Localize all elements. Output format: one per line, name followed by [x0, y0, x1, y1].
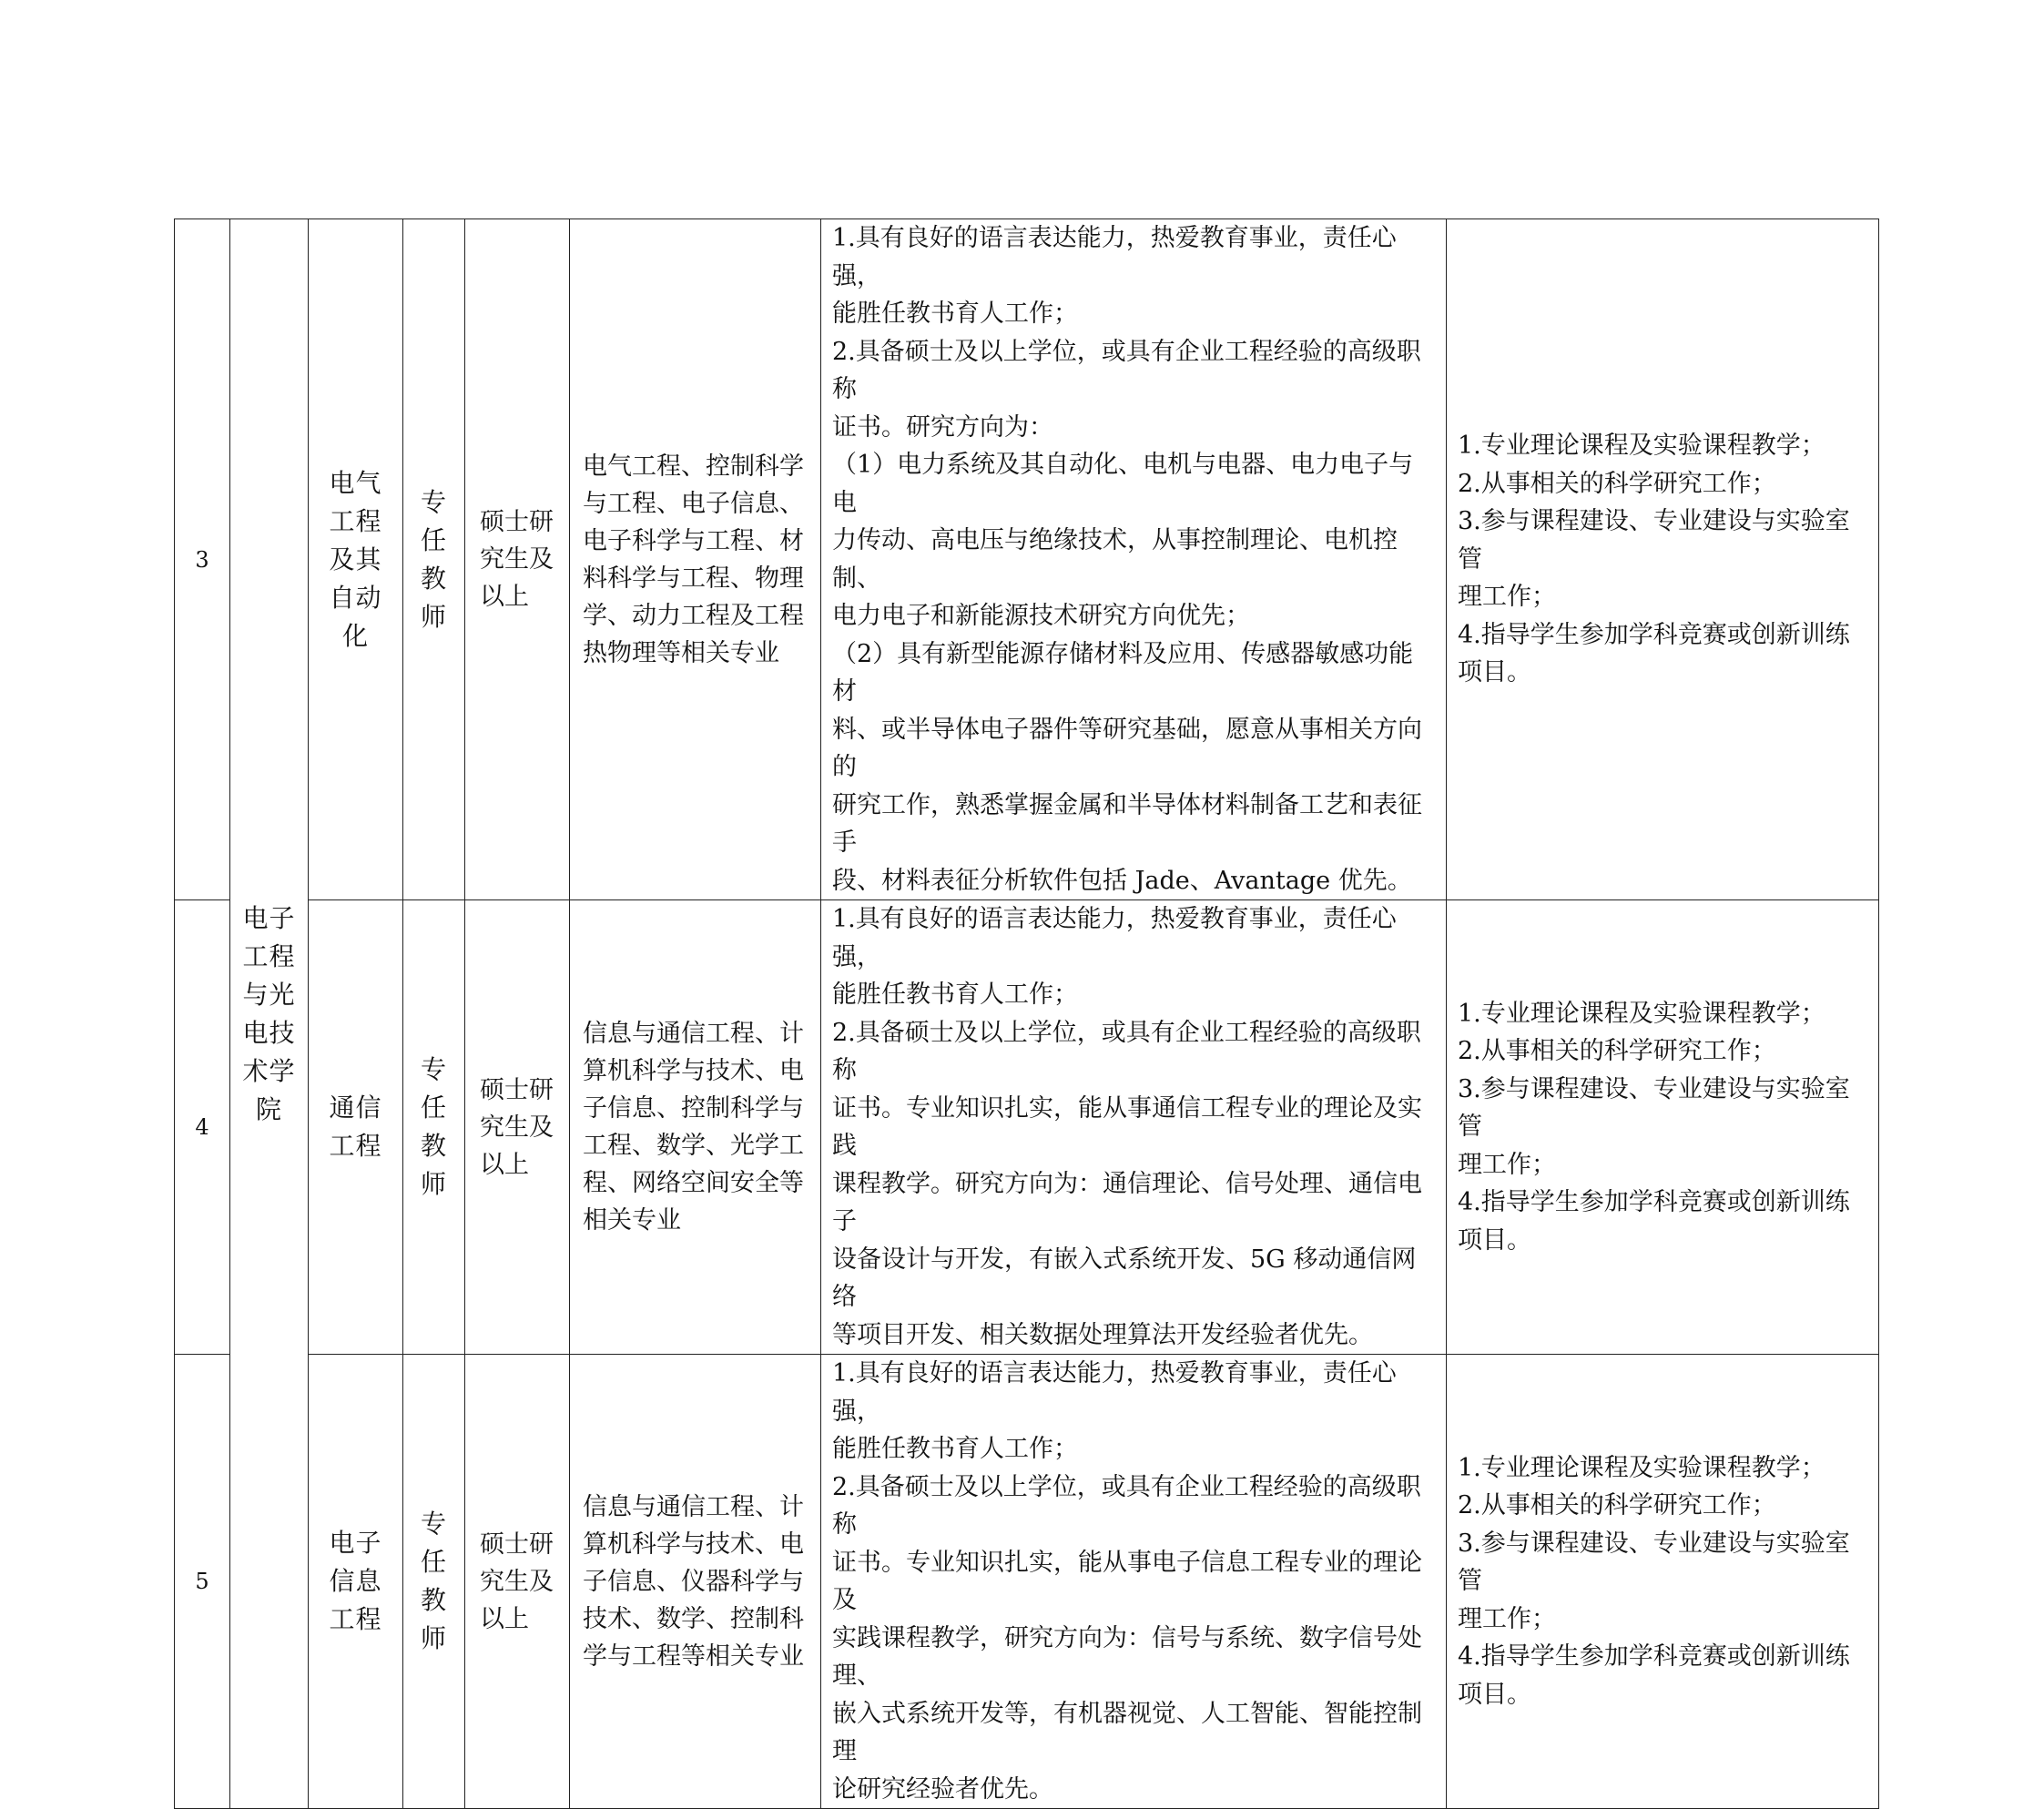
college-cell — [230, 219, 309, 1809]
duty-line: 2.从事相关的科学研究工作； — [1458, 469, 1776, 498]
requirement-line: （2）具有新型能源存储材料及应用、传感器敏感功能材 — [832, 639, 1414, 706]
row-number: 5 — [175, 1355, 230, 1809]
requirement-line: 课程教学。研究方向为：通信理论、信号处理、通信电子 — [832, 1169, 1422, 1235]
requirement-line: 段、材料表征分析软件包括 Jade、Avantage 优先。 — [832, 866, 1412, 895]
position-cell — [403, 1355, 465, 1809]
subjects-cell: 信息与通信工程、计算机科学与技术、电子信息、控制科学与工程、数学、光学工程、网络空间安全等相关专业 — [570, 900, 821, 1355]
requirements-cell — [821, 219, 1447, 900]
duty-line: 4.指导学生参加学科竞赛或创新训练 — [1458, 1188, 1850, 1217]
duty-line: 项目。 — [1458, 658, 1531, 687]
requirement-line: 1.具有良好的语言表达能力，热爱教育事业，责任心强， — [832, 905, 1397, 971]
requirement-line: 1.具有良好的语言表达能力，热爱教育事业，责任心强， — [832, 224, 1397, 290]
requirement-line: （1）电力系统及其自动化、电机与电器、电力电子与电 — [832, 451, 1414, 517]
requirement-line: 电力电子和新能源技术研究方向优先； — [832, 602, 1250, 630]
duty-line: 理工作； — [1458, 1150, 1556, 1179]
duty-line: 4.指导学生参加学科竞赛或创新训练 — [1458, 1642, 1850, 1672]
major-cell — [309, 219, 403, 900]
requirement-line: 实践课程教学，研究方向为：信号与系统、数字信号处理、 — [832, 1623, 1422, 1690]
duty-line: 3.参与课程建设、专业建设与实验室管 — [1458, 1529, 1850, 1596]
requirement-line: 证书。研究方向为： — [832, 412, 1053, 442]
duty-line: 理工作； — [1458, 1604, 1556, 1633]
requirement-line: 1.具有良好的语言表达能力，热爱教育事业，责任心强， — [832, 1359, 1397, 1426]
duty-line: 2.从事相关的科学研究工作； — [1458, 1037, 1776, 1066]
requirement-line: 能胜任教书育人工作； — [832, 300, 1078, 328]
position-name: 专任教师 — [420, 1509, 447, 1653]
major-cell — [309, 1355, 403, 1809]
requirement-line: 设备设计与开发，有嵌入式系统开发、5G 移动通信网络 — [832, 1245, 1417, 1311]
table-row — [175, 219, 1879, 900]
college-name: 电子工程与光电技术学院 — [242, 902, 296, 1124]
requirement-line: 2.具备硕士及以上学位，或具有企业工程经验的高级职称 — [832, 1018, 1421, 1084]
requirements-cell — [821, 1355, 1447, 1809]
duty-line: 3.参与课程建设、专业建设与实验室管 — [1458, 507, 1850, 574]
duties-cell — [1447, 1355, 1879, 1809]
requirement-line: 嵌入式系统开发等，有机器视觉、人工智能、智能控制理 — [832, 1699, 1422, 1765]
table-row — [175, 1355, 1879, 1809]
requirement-line: 能胜任教书育人工作； — [832, 981, 1078, 1009]
duty-line: 1.专业理论课程及实验课程教学； — [1458, 432, 1825, 461]
requirement-line: 力传动、高电压与绝缘技术，从事控制理论、电机控制、 — [832, 526, 1398, 593]
degree-cell: 硕士研究生及以上 — [465, 1355, 570, 1809]
requirement-line: 能胜任教书育人工作； — [832, 1435, 1078, 1463]
duties-cell — [1447, 219, 1879, 900]
position-cell — [403, 219, 465, 900]
major-name: 电子信息工程 — [329, 1528, 382, 1634]
duty-line: 项目。 — [1458, 1225, 1531, 1255]
requirement-line: 2.具备硕士及以上学位，或具有企业工程经验的高级职称 — [832, 337, 1421, 403]
requirement-line: 研究工作，熟悉掌握金属和半导体材料制备工艺和表征手 — [832, 790, 1422, 857]
requirement-line: 证书。专业知识扎实，能从事通信工程专业的理论及实践 — [832, 1093, 1422, 1160]
requirements-cell — [821, 900, 1447, 1355]
duties-cell — [1447, 900, 1879, 1355]
subjects-cell: 电气工程、控制科学与工程、电子信息、电子科学与工程、材料科学与工程、物理学、动力工程及工程热物理等相关专业 — [570, 219, 821, 900]
row-number: 3 — [175, 219, 230, 900]
requirement-line: 论研究经验者优先。 — [832, 1774, 1053, 1804]
position-cell — [403, 900, 465, 1355]
duty-line: 2.从事相关的科学研究工作； — [1458, 1491, 1776, 1520]
duty-line: 项目。 — [1458, 1680, 1531, 1709]
major-name: 通信工程 — [329, 1093, 382, 1161]
duty-line: 1.专业理论课程及实验课程教学； — [1458, 1453, 1825, 1482]
degree-cell: 硕士研究生及以上 — [465, 900, 570, 1355]
requirement-line: 等项目开发、相关数据处理算法开发经验者优先。 — [832, 1320, 1373, 1349]
requirement-line: 证书。专业知识扎实，能从事电子信息工程专业的理论及 — [832, 1548, 1422, 1614]
duty-line: 4.指导学生参加学科竞赛或创新训练 — [1458, 620, 1850, 649]
position-name: 专任教师 — [420, 486, 447, 632]
position-name: 专任教师 — [420, 1054, 447, 1199]
major-cell — [309, 900, 403, 1355]
degree-cell: 硕士研究生及以上 — [465, 219, 570, 900]
duty-line: 3.参与课程建设、专业建设与实验室管 — [1458, 1074, 1850, 1142]
requirement-line: 料、或半导体电子器件等研究基础，愿意从事相关方向的 — [832, 715, 1422, 781]
table-row — [175, 900, 1879, 1355]
requirement-line: 2.具备硕士及以上学位，或具有企业工程经验的高级职称 — [832, 1472, 1421, 1539]
subjects-cell: 信息与通信工程、计算机科学与技术、电子信息、仪器科学与技术、数学、控制科学与工程等相关专业 — [570, 1355, 821, 1809]
duty-line: 1.专业理论课程及实验课程教学； — [1458, 999, 1825, 1028]
major-name: 电气工程及其自动化 — [329, 467, 382, 651]
duty-line: 理工作； — [1458, 583, 1556, 612]
recruitment-table — [174, 219, 1879, 1809]
row-number: 4 — [175, 900, 230, 1355]
